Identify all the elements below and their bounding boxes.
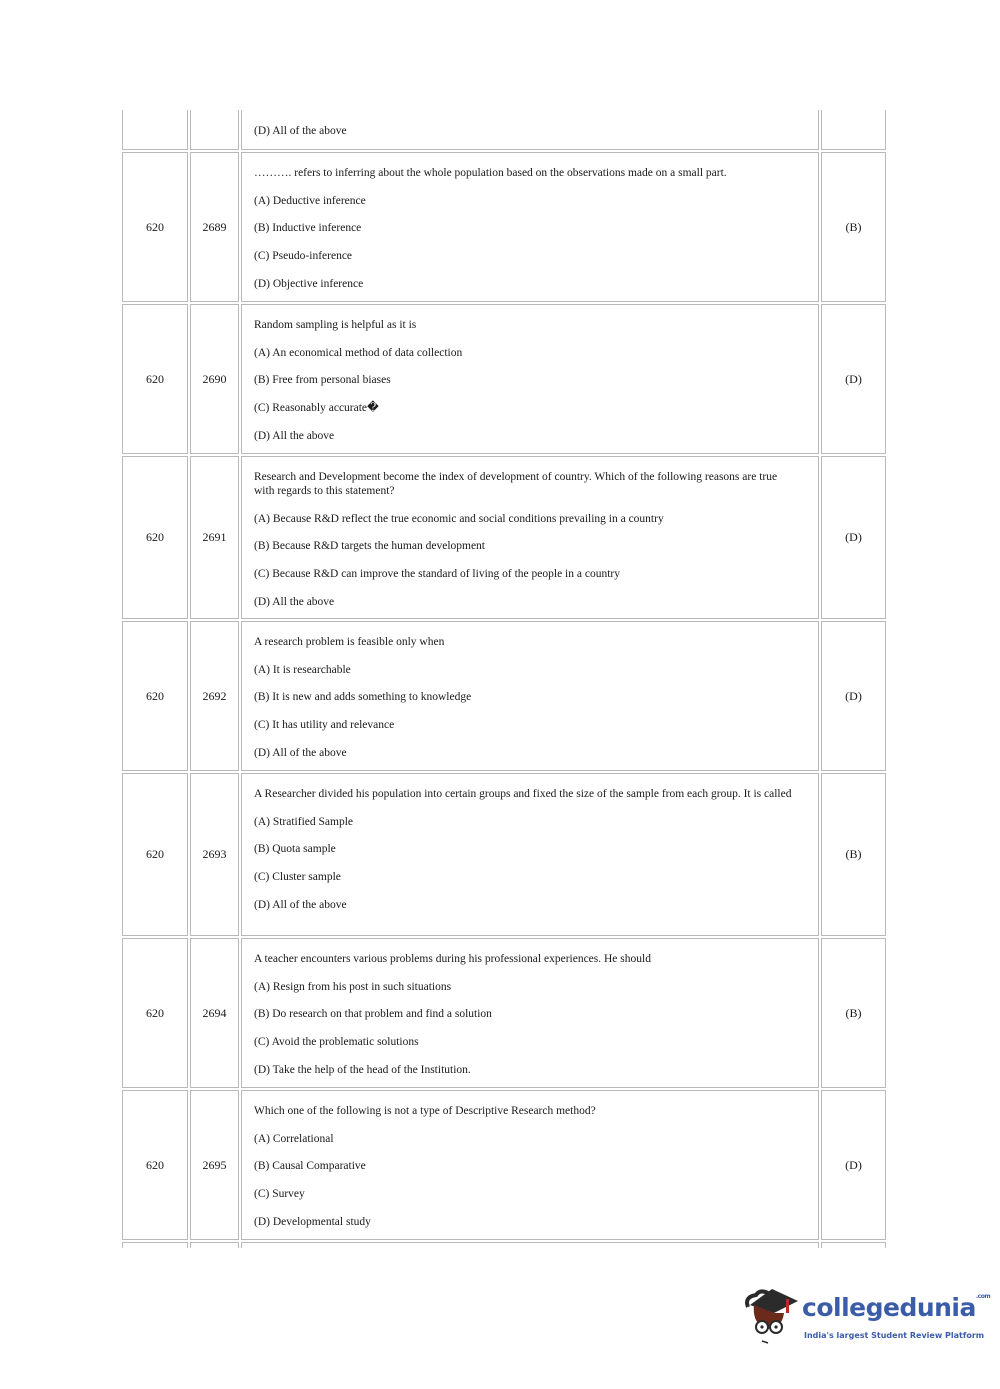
question-text: Research and Development become the index of development of country. Which of the following reasons are true with regards to this statement? (254, 471, 778, 497)
answer-cell: (B) (821, 152, 886, 302)
option-text: (B) Free from personal biases (254, 374, 391, 387)
option-text: (D) Developmental study (254, 1215, 371, 1228)
cell-empty (122, 1242, 188, 1248)
question-table (122, 110, 886, 1248)
answer-cell: (B) (821, 773, 886, 936)
table-row (122, 456, 886, 619)
logo-name: collegedunia$^{.com}$ (802, 1293, 991, 1322)
cell-empty (821, 110, 886, 150)
question-cell (241, 621, 819, 771)
option-text: (C) Survey (254, 1188, 305, 1201)
logo-tagline: India's largest Student Review Platform (804, 1331, 985, 1340)
option-text: (C) Because R&D can improve the standard of living of the people in a country (254, 568, 620, 581)
paper-code-cell: 620 (122, 621, 188, 771)
question-number-cell: 2691 (190, 456, 239, 619)
table-row (122, 304, 886, 454)
answer-cell: (B) (821, 938, 886, 1088)
option-text: (A) Resign from his post in such situations (254, 980, 452, 993)
question-text: A research problem is feasible only when (254, 636, 445, 648)
option-text: (A) Stratified Sample (254, 815, 354, 828)
option-text: (A) Because R&D reflect the true economic and social conditions prevailing in a country (254, 512, 664, 525)
paper-code-cell: 620 (122, 773, 188, 936)
option-text: (B) Because R&D targets the human development (254, 540, 486, 553)
option-text: (C) Cluster sample (254, 871, 341, 884)
table-row (122, 773, 886, 936)
option-text: (C) Pseudo-inference (254, 250, 353, 263)
question-number-cell: 2692 (190, 621, 239, 771)
table-row-tail (122, 1242, 886, 1248)
question-cell (241, 1090, 819, 1240)
option-text: (A) It is researchable (254, 663, 351, 676)
table-row (122, 1090, 886, 1240)
question-number-cell: 2695 (190, 1090, 239, 1240)
answer-cell: (D) (821, 456, 886, 619)
question-text: Random sampling is helpful as it is (254, 319, 417, 331)
question-cell (241, 773, 819, 936)
option-text: (D) All the above (254, 429, 335, 442)
cell-empty (190, 1242, 239, 1248)
cell-empty (241, 1242, 819, 1248)
answer-cell: (D) (821, 1090, 886, 1240)
cell-empty (190, 110, 239, 150)
table-row (122, 938, 886, 1088)
paper-code-cell: 620 (122, 456, 188, 619)
option-text: (B) It is new and adds something to knowledge (254, 691, 472, 704)
option-text: (A) Deductive inference (254, 194, 366, 207)
paper-code-cell: 620 (122, 152, 188, 302)
question-cell (241, 304, 819, 454)
option-text: (B) Causal Comparative (254, 1160, 366, 1173)
cell-empty (122, 110, 188, 150)
question-text: ………. refers to inferring about the whole population based on the observations made on a small part. (254, 167, 727, 179)
question-text: A Researcher divided his population into certain groups and fixed the size of the sample from each group. It is called (254, 788, 792, 800)
question-cell (241, 152, 819, 302)
question-number-cell: 2690 (190, 304, 239, 454)
question-cell (241, 938, 819, 1088)
answer-cell: (D) (821, 304, 886, 454)
cell-empty (821, 1242, 886, 1248)
option-text: (B) Quota sample (254, 843, 336, 856)
option-text: (D) Objective inference (254, 277, 364, 290)
question-number-cell: 2689 (190, 152, 239, 302)
paper-code-cell: 620 (122, 938, 188, 1088)
logo-suffix: .com (975, 1293, 991, 1300)
question-text: A teacher encounters various problems during his professional experiences. He should (254, 953, 651, 965)
option-text: (D) All of the above (254, 898, 347, 911)
question-text: Which one of the following is not a type of Descriptive Research method? (254, 1105, 596, 1117)
question-cell (241, 110, 819, 150)
option-text: (C) Avoid the problematic solutions (254, 1036, 419, 1049)
option-text: (D) All of the above (254, 746, 347, 759)
table-row (122, 621, 886, 771)
table-row (122, 152, 886, 302)
table-row-partial (122, 110, 886, 150)
option-text: (B) Inductive inference (254, 222, 362, 235)
question-number-cell: 2693 (190, 773, 239, 936)
option-text: (D) Take the help of the head of the Institution. (254, 1063, 471, 1076)
question-number-cell: 2694 (190, 938, 239, 1088)
answer-cell: (D) (821, 621, 886, 771)
option-text: (B) Do research on that problem and find a solution (254, 1008, 492, 1021)
collegedunia-logo (742, 1283, 991, 1353)
option-text: (D) All the above (254, 595, 335, 608)
paper-code-cell: 620 (122, 304, 188, 454)
mascot-icon (742, 1283, 802, 1345)
option-text: (C) Reasonably accurate� (254, 402, 379, 415)
question-cell (241, 456, 819, 619)
option-text: (A) An economical method of data collection (254, 346, 463, 359)
option-text: (C) It has utility and relevance (254, 719, 395, 732)
option-text: (A) Correlational (254, 1132, 334, 1145)
option-text: (D) All of the above (254, 125, 347, 137)
paper-code-cell: 620 (122, 1090, 188, 1240)
